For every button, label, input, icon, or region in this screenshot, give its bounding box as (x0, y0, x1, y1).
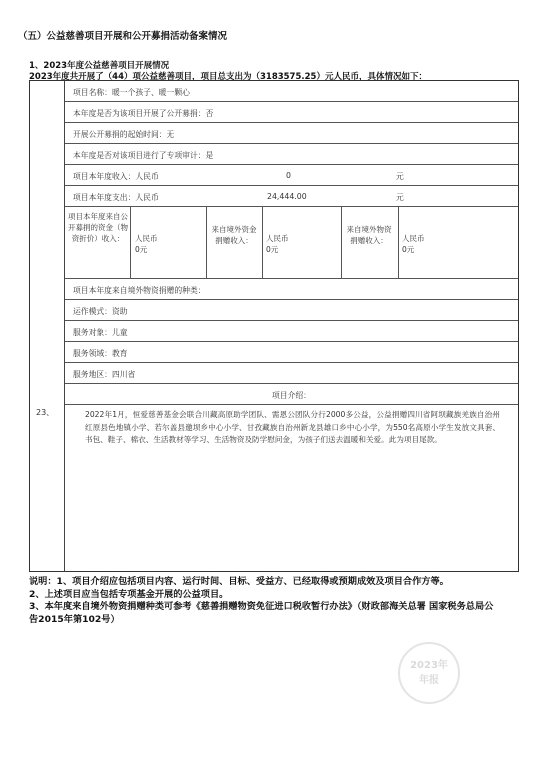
row-number: 23、 (36, 408, 55, 417)
row-expense (65, 186, 518, 207)
public-income-value: 人民币 0元 (135, 234, 158, 254)
project-intro: 2022年1月，恒爱慈善基金会联合川藏高原助学团队、需恩公团队分行2000多公益，公益捐赠四川省阿坝藏族羌族自治州红原县色地镇小学、若尔盖县邀坝乡中心小学、甘孜藏族自治州新龙县雄口乡中心小学，为550名高原小学生发放文具套、书包、鞋子、棉衣、生活教材等学习、生活物资及防学慰问金，为孩子们送去温暖和关爱。此为项目尾款。 (85, 410, 500, 444)
row-public-fundraising (65, 102, 518, 123)
section-title: （五）公益慈善项目开展和公开募捐活动备案情况 (18, 31, 228, 42)
overseas-goods-types: 项目本年度来自境外物资捐赠的种类： (73, 286, 206, 295)
row-number-cell (30, 81, 65, 571)
subsection-title: 1、2023年度公益慈善项目开展情况 (29, 61, 170, 71)
intro-header: 项目介绍： (272, 391, 311, 400)
notes (29, 576, 499, 626)
row-project-intro (65, 405, 518, 571)
row-service-region (65, 363, 518, 384)
note-1: 说明：1、项目介绍应包括项目内容、运行时间、目标、受益方、已经取得或预期成效及项目合作方等。 (29, 576, 449, 587)
stamp-year: 2023年 (410, 660, 448, 671)
overseas-funds-label: 来自境外资金捐赠收入： (211, 225, 257, 245)
income-value: 0 (286, 171, 291, 180)
note-2: 2、上述项目应当包括专项基金开展的公益项目。 (29, 588, 229, 600)
row-service-target (65, 321, 518, 342)
row-income-breakdown (65, 207, 518, 279)
row-service-field (65, 342, 518, 363)
service-target: 服务对象：儿童 (73, 328, 128, 337)
income-unit: 元 (396, 172, 404, 181)
income-label: 项目本年度收入：人民币 (73, 172, 159, 181)
expense-value: 24,444.00 (267, 192, 307, 201)
row-special-audit (65, 144, 518, 165)
public-fundraising: 本年度是否为该项目开展了公开募捐：否 (73, 109, 214, 118)
special-audit: 本年度是否对该项目进行了专项审计：是 (73, 151, 214, 160)
expense-label: 项目本年度支出：人民币 (73, 193, 159, 202)
row-fundraising-start (65, 123, 518, 144)
stamp-label: 年报 (419, 675, 439, 686)
operation-mode: 运作模式：资助 (73, 307, 128, 316)
row-income (65, 165, 518, 186)
overseas-funds-value: 人民币 0元 (266, 234, 289, 254)
row-operation-mode (65, 300, 518, 321)
fundraising-start: 开展公开募捐的起始时间：无 (73, 130, 175, 139)
service-region: 服务地区：四川省 (73, 370, 136, 379)
overseas-goods-value: 人民币 0元 (402, 234, 425, 254)
note-3: 3、本年度来自境外物资捐赠种类可参考《慈善捐赠物资免征进口税收暂行办法》（财政部海关总署 国家税务总局公告2015年第102号） (29, 601, 494, 625)
intro-line: 2023年度共开展了（44）项公益慈善项目，项目总支出为（3183575.25）元人民币，具体情况如下： (29, 72, 427, 82)
service-field: 服务领域：教育 (73, 349, 128, 358)
project-table (29, 80, 519, 572)
row-project-name (65, 81, 518, 102)
row-overseas-goods-types (65, 279, 518, 300)
row-intro-header (65, 384, 518, 405)
annual-report-stamp (398, 642, 460, 704)
expense-unit: 元 (396, 193, 404, 202)
public-income-label: 项目本年度来自公开募捐的资金（物资折价）收入： (68, 212, 128, 243)
overseas-goods-label: 来自境外物资捐赠收入： (346, 225, 392, 245)
project-name: 项目名称：暖一个孩子、暖一颗心 (73, 88, 190, 97)
